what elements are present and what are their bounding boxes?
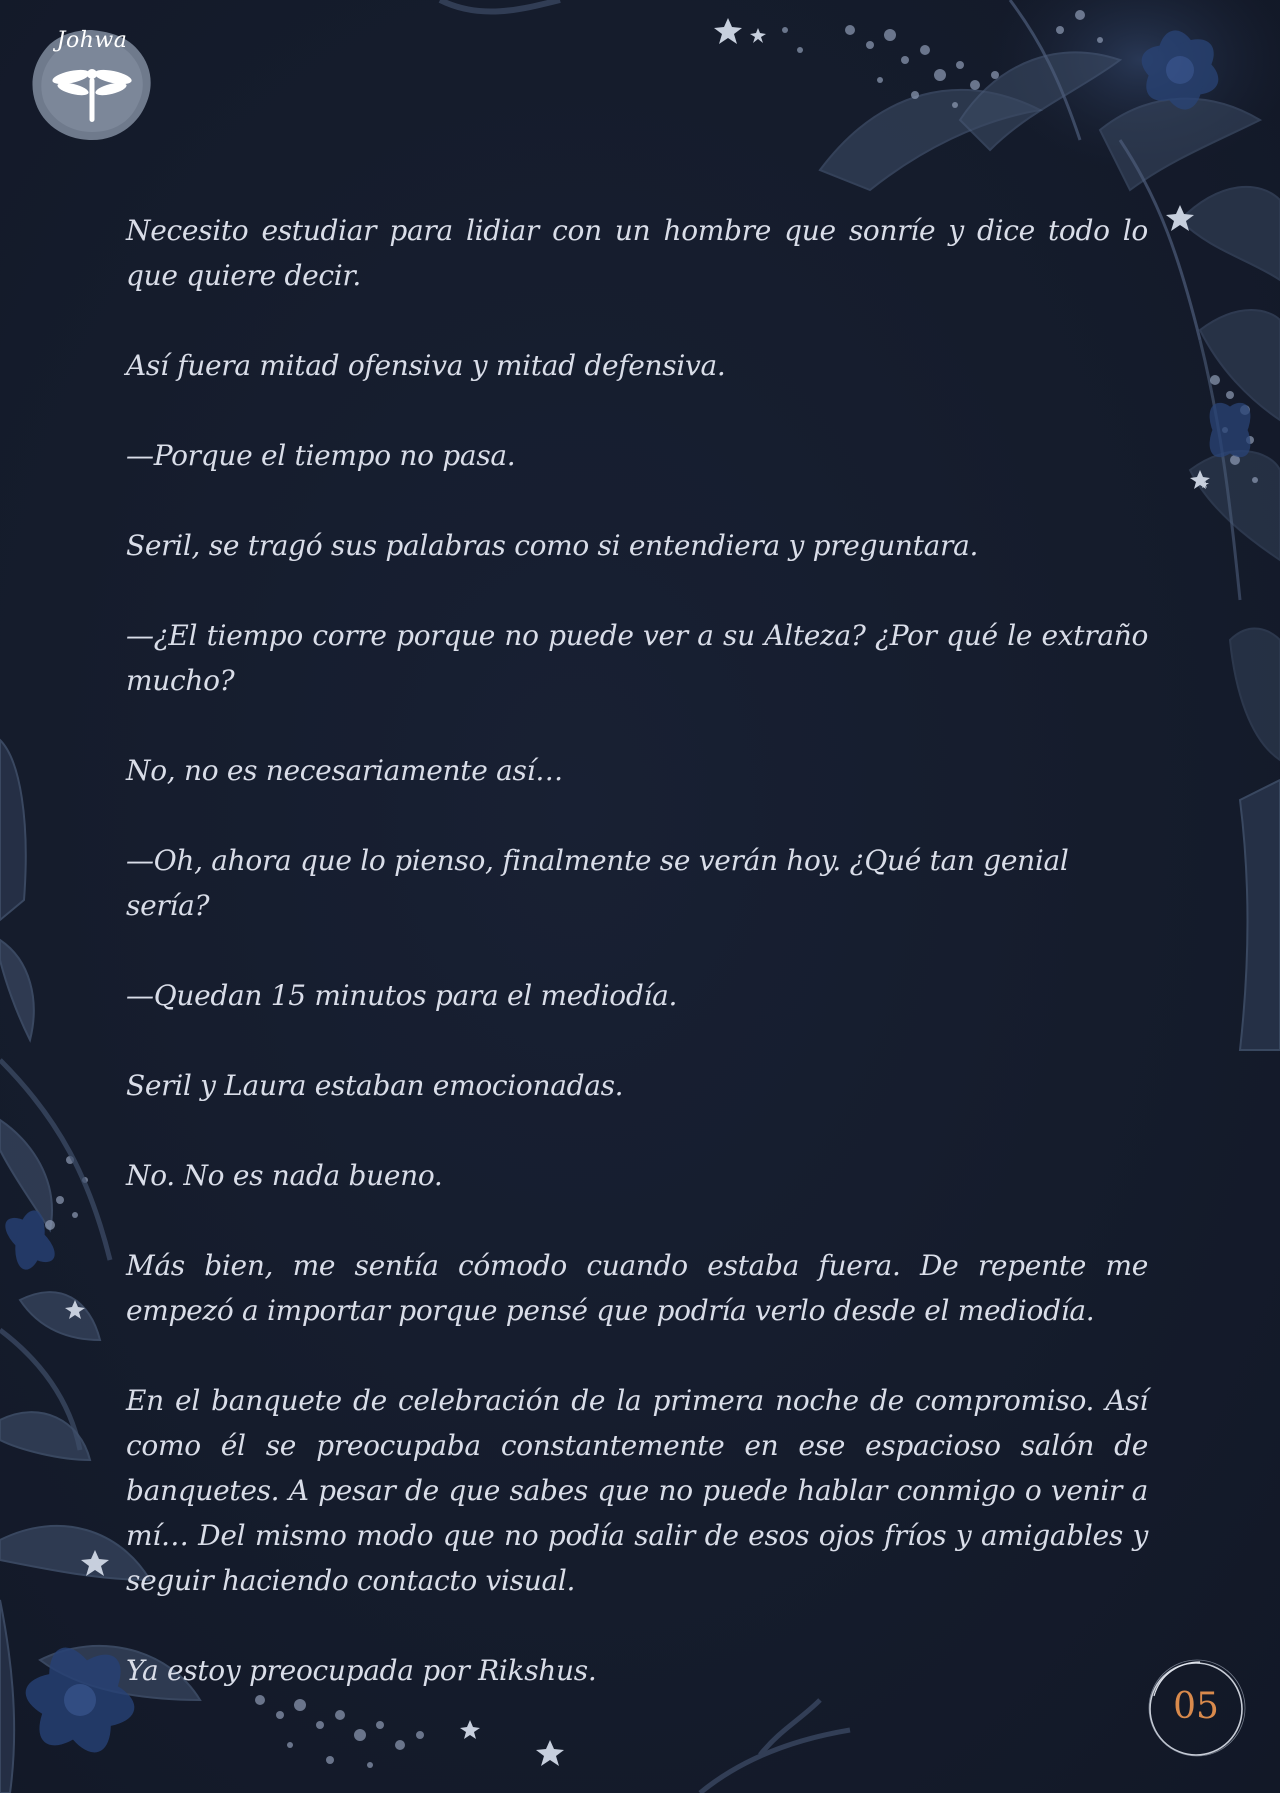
chapter-text	[126, 208, 1148, 1738]
page-number	[1140, 1656, 1252, 1762]
paragraph: No. No es nada bueno.	[126, 1159, 443, 1192]
logo-text: Johwa	[56, 28, 128, 53]
paragraph: —Porque el tiempo no pasa.	[126, 439, 516, 472]
paragraph: —Quedan 15 minutos para el mediodía.	[126, 979, 678, 1012]
logo	[30, 26, 154, 144]
paragraph: Necesito estudiar para lidiar con un hombre que sonríe y dice todo lo que quiere decir.	[126, 214, 1148, 292]
paragraph: Seril y Laura estaban emocionadas.	[126, 1069, 624, 1102]
page-number-text: 05	[1173, 1686, 1219, 1727]
paragraph: No, no es necesariamente así…	[126, 754, 563, 787]
flower-bottom-left	[0, 1208, 139, 1761]
paragraph: Ya estoy preocupada por Rikshus.	[126, 1654, 597, 1687]
paragraph: Así fuera mitad ofensiva y mitad defensiva.	[126, 349, 726, 382]
paragraph: Más bien, me sentía cómodo cuando estaba fuera. De repente me empezó a importar porque pensé que podría verlo desde el mediodía.	[126, 1249, 1148, 1327]
paragraph: En el banquete de celebración de la primera noche de compromiso. Así como él se preocupaba constantemente en ese espacioso salón de banquetes. A pesar de que sabes que no puede hablar conmigo o venir a mí… Del mismo modo que no podía salir de esos ojos fríos y amigables y seguir haciendo contacto visual.	[126, 1384, 1148, 1597]
paragraph: Seril, se tragó sus palabras como si entendiera y preguntara.	[126, 529, 979, 562]
paragraph: —Oh, ahora que lo pienso, finalmente se verán hoy. ¿Qué tan genial sería?	[126, 844, 1069, 922]
paragraph: —¿El tiempo corre porque no puede ver a su Alteza? ¿Por qué le extraño mucho?	[126, 619, 1148, 697]
